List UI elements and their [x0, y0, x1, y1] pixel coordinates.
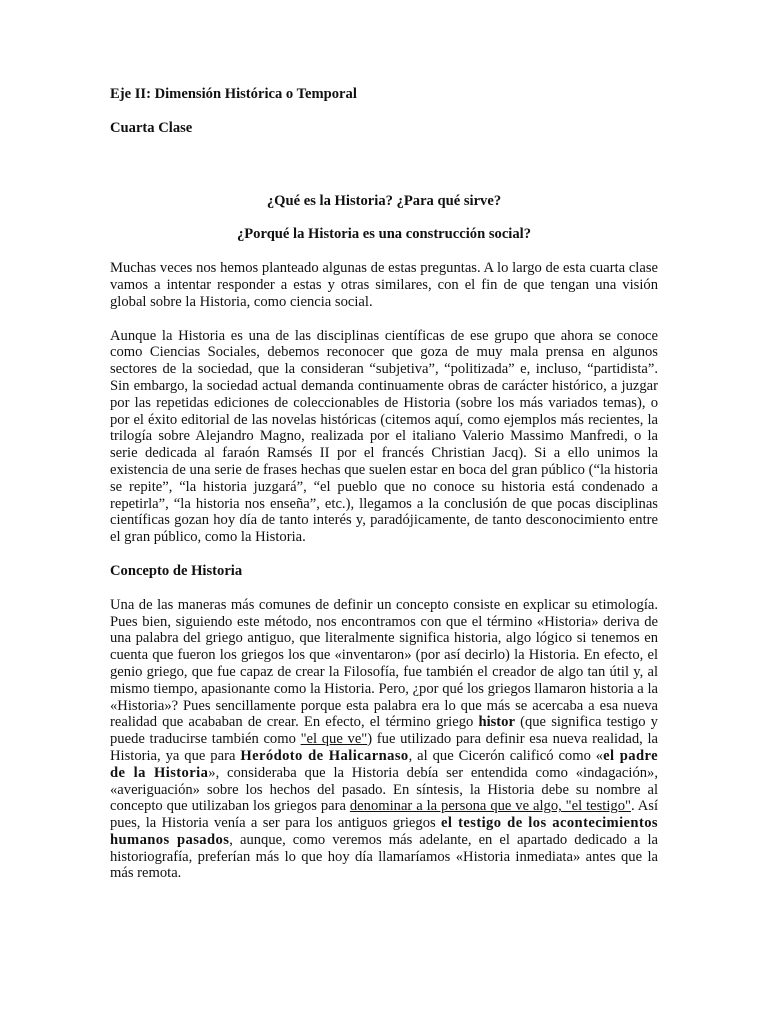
para-3-text: ) fue utilizado para definir esa nueva realidad, la Historia, ya que para	[110, 731, 658, 764]
term-histor: histor	[478, 714, 515, 731]
underlined-phrase-testigo: denominar a la persona que ve algo, "el testigo"	[349, 798, 631, 815]
para-3-text: », consideraba que la Historia debía ser entendida como «indagación», «averiguación» sobre los hechos del pasado. En síntesis, la Historia debe su nombre al concepto que utilizaban los griegos para	[110, 764, 658, 815]
class-title: Cuarta Clase	[110, 119, 193, 136]
body-paragraph-2: Aunque la Historia es una de las disciplinas científicas de ese grupo que ahora se conoce como Ciencias Sociales, debemos reconocer que goza de muy mala prensa en algunos sectores de la sociedad, que la consideran “subjetiva”, “politizada” e, incluso, “partidista”. Sin embargo, la sociedad actual demanda continuamente obras de carácter histórico, a juzgar por las repetidas ediciones de coleccionables de Historia (sobre los más variados temas), o por el éxito editorial de las novelas históricas (citemos aquí, como ejemplos más recientes, la trilogía sobre Alejandro Magno, realizada por el italiano Valerio Massimo Manfredi, o la serie dedicada al faraón Ramsés II por el francés Christian Jacq). Si a ello unimos la existencia de una serie de frases hechas que suelen estar en boca del gran público (“la historia se repite”, “la historia juzgará”, “el pueblo que no conoce su historia está condenado a repetirla”, “la historia nos enseña”, etc.), llegamos a la conclusión de que pocas disciplinas científicas gozan hoy día de tanto interés y, paradójicamente, de tanto desconocimiento entre el gran público, como la Historia.	[110, 327, 658, 546]
phrase-testigo-acontecimientos: el testigo de los acontecimientos humanos pasados	[110, 815, 658, 848]
intro-paragraph: Muchas veces nos hemos planteado algunas de estas preguntas. A lo largo de esta cuarta clase vamos a intentar responder a estas y otras similares, con el fin de que tengan una visión global sobre la Historia, como ciencia social.	[110, 260, 658, 310]
name-herodoto: Heródoto de Halicarnaso	[240, 747, 409, 764]
para-3-text: , al que Cicerón calificó como «	[408, 747, 604, 764]
question-heading-2: ¿Porqué la Historia es una construcción social?	[236, 226, 532, 243]
para-3-text: , aunque, como veremos más adelante, en el apartado dedicado a la historiografía, preferían más lo que hoy día llamaríamos «Historia inmediata» antes que la más remota.	[110, 831, 658, 882]
body-paragraph-3	[110, 597, 658, 883]
phrase-padre-historia: el padre de la Historia	[110, 747, 658, 781]
section-heading-concept: Concepto de Historia	[110, 562, 243, 579]
document-page	[110, 86, 658, 882]
para-3-text: Una de las maneras más comunes de definir un concepto consiste en explicar su etimología. Pues bien, siguiendo este método, nos encontramos con que el término «Historia» deriva de una palabra del griego antiguo, que literalmente significa historia, algo lógico si tenemos en cuenta que fueron los griegos los que «inventaron» (por así decirlo) la Historia. En efecto, el genio griego, que fue capaz de crear la Filosofía, fue también el creador de algo tan útil y, al mismo tiempo, apasionante como la Historia. Pero, ¿por qué los griegos llamaron historia a la «Historia»? Pues sencillamente porque esta palabra era lo que más se acercaba a esa nueva realidad que acababan de crear. En efecto, el término griego	[110, 596, 658, 731]
axis-title: Eje II: Dimensión Histórica o Temporal	[110, 86, 357, 102]
para-3-text: (que significa testigo y puede traducirse también como	[110, 714, 658, 748]
question-heading-1: ¿Qué es la Historia? ¿Para qué sirve?	[266, 192, 502, 209]
underlined-phrase-el-que-ve: "el que ve"	[300, 731, 368, 748]
para-3-text: . Así pues, la Historia venía a ser para los antiguos griegos	[110, 798, 658, 832]
